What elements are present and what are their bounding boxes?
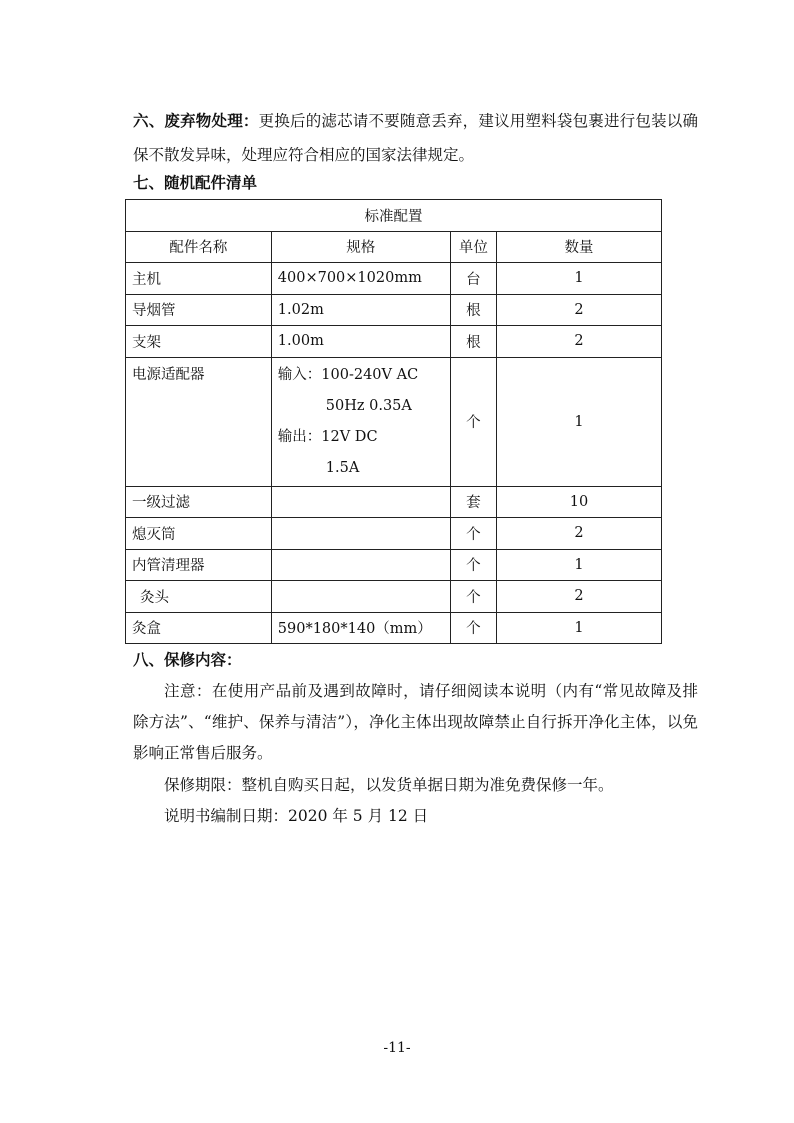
table-row — [126, 263, 662, 295]
section-6-paragraph — [133, 104, 698, 172]
header-qty: 数量 — [496, 231, 661, 263]
row-unit: 个 — [450, 549, 496, 581]
row-name: 熄灭筒 — [126, 518, 272, 550]
row-name: 灸头 — [126, 581, 272, 613]
manual-date: 说明书编制日期：2020 年 5 月 12 日 — [164, 807, 429, 825]
row-qty: 2 — [496, 581, 661, 613]
row-name: 支架 — [126, 326, 272, 358]
row-spec — [271, 518, 450, 550]
table-row — [126, 549, 662, 581]
row-qty: 10 — [496, 486, 661, 518]
section-8-heading: 八、保修内容： — [133, 651, 242, 669]
header-unit: 单位 — [450, 231, 496, 263]
table-row — [126, 518, 662, 550]
table-row — [126, 612, 662, 644]
row-spec: 400×700×1020mm — [271, 263, 450, 295]
warranty-period: 保修期限：整机自购买日起，以发货单据日期为准免费保修一年。 — [164, 776, 614, 794]
table-title-row — [126, 200, 662, 232]
spec-line: 1.5A — [325, 459, 360, 476]
table-row — [126, 581, 662, 613]
row-spec: 1.00m — [271, 326, 450, 358]
row-qty: 2 — [496, 294, 661, 326]
spec-line: 输入：100-240V AC — [277, 366, 419, 383]
row-unit: 个 — [450, 581, 496, 613]
row-unit: 套 — [450, 486, 496, 518]
row-unit: 根 — [450, 326, 496, 358]
page-number: -11- — [383, 1040, 411, 1056]
row-qty: 1 — [496, 549, 661, 581]
row-unit: 根 — [450, 294, 496, 326]
table-row — [126, 357, 662, 486]
row-spec — [271, 581, 450, 613]
accessory-table — [125, 199, 662, 644]
row-unit: 台 — [450, 263, 496, 295]
row-unit: 个 — [450, 518, 496, 550]
row-name: 一级过滤 — [126, 486, 272, 518]
row-qty: 2 — [496, 518, 661, 550]
row-qty: 1 — [496, 263, 661, 295]
table-row — [126, 326, 662, 358]
spec-line: 输出：12V DC — [277, 428, 378, 445]
header-spec: 规格 — [271, 231, 450, 263]
row-qty: 2 — [496, 326, 661, 358]
warranty-note: 注意：在使用产品前及遇到故障时，请仔细阅读本说明（内有“常见故障及排除方法”、“维护、保养与清洁”），净化主体出现故障禁止自行拆开净化主体，以免影响正常售后服务。 — [133, 682, 698, 762]
row-name: 电源适配器 — [126, 357, 272, 486]
section-7-heading: 七、随机配件清单 — [133, 174, 258, 192]
section-6-text: 更换后的滤芯请不要随意丢弃，建议用塑料袋包裹进行包装以确保不散发异味，处理应符合相应的国家法律规定。 — [133, 112, 698, 164]
row-name: 导烟管 — [126, 294, 272, 326]
spec-line: 50Hz 0.35A — [325, 397, 412, 414]
row-unit: 个 — [450, 612, 496, 644]
row-name: 主机 — [126, 263, 272, 295]
row-spec — [271, 549, 450, 581]
row-qty: 1 — [496, 612, 661, 644]
row-name: 灸盒 — [126, 612, 272, 644]
row-unit: 个 — [450, 357, 496, 486]
header-name: 配件名称 — [126, 231, 272, 263]
table-row — [126, 486, 662, 518]
row-spec — [271, 357, 450, 486]
row-qty: 1 — [496, 357, 661, 486]
table-header-row — [126, 231, 662, 263]
row-spec: 590*180*140（mm） — [271, 612, 450, 644]
row-name: 内管清理器 — [126, 549, 272, 581]
row-spec — [271, 486, 450, 518]
table-title: 标准配置 — [126, 200, 662, 232]
row-spec: 1.02m — [271, 294, 450, 326]
section-6-label: 六、废弃物处理： — [133, 112, 259, 130]
table-row — [126, 294, 662, 326]
